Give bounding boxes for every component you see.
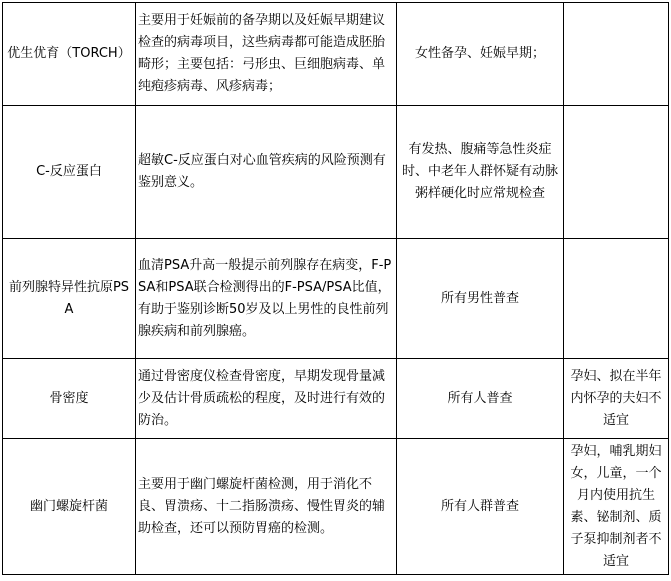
description-cell bbox=[136, 106, 397, 239]
table-row bbox=[3, 359, 669, 439]
item-name: 骨密度 bbox=[49, 390, 89, 406]
target-population: 女性备孕、妊娠早期； bbox=[414, 46, 545, 61]
population-cell bbox=[397, 439, 564, 575]
contraindication-cell bbox=[564, 3, 669, 106]
description-cell bbox=[136, 359, 397, 439]
contraindication: 孕妇、拟在半年内怀孕的夫妇不适宜 bbox=[570, 368, 662, 428]
target-population: 所有男性普查 bbox=[440, 290, 519, 306]
contraindication: 孕妇，哺乳期妇女，儿童，一个月内使用抗生素、铋制剂、质子泵抑制剂者不适宜 bbox=[570, 443, 662, 569]
item-description: 主要用于妊娠前的备孕期以及妊娠早期建议检查的病毒项目，这些病毒都可能造成胚胎畸形；主要包括：弓形虫、巨细胞病毒、单纯疱疹病毒、风疹病毒； bbox=[138, 13, 386, 94]
item-description: 通过骨密度仪检查骨密度，早期发现骨量减少及估计骨质疏松的程度，及时进行有效的防治。 bbox=[138, 368, 386, 428]
item-name: 优生优育（TORCH） bbox=[7, 46, 131, 61]
item-description: 主要用于幽门螺旋杆菌检测，用于消化不良、胃溃疡、十二指肠溃疡、慢性胃炎的辅助检查，还可以预防胃癌的检测。 bbox=[138, 476, 386, 536]
item-name-cell bbox=[3, 106, 136, 239]
item-name-cell bbox=[3, 439, 136, 575]
item-name: 前列腺特异性抗原PSA bbox=[8, 279, 130, 317]
description-cell bbox=[136, 3, 397, 106]
item-name-cell bbox=[3, 239, 136, 359]
contraindication-cell bbox=[564, 439, 669, 575]
table-row bbox=[3, 439, 669, 575]
target-population: 所有人普查 bbox=[447, 390, 513, 406]
item-description: 血清PSA升高一般提示前列腺存在病变，F-PSA和PSA联合检测得出的F-PSA/PSA比值，有助于鉴别诊断50岁及以上男性的良性前列腺疾病和前列腺癌。 bbox=[138, 257, 392, 339]
target-population: 有发热、腹痛等急性炎症时、中老年人群怀疑有动脉粥样硬化时应常规检查 bbox=[401, 142, 558, 201]
contraindication-cell bbox=[564, 239, 669, 359]
description-cell bbox=[136, 439, 397, 575]
table-row bbox=[3, 239, 669, 359]
population-cell bbox=[397, 359, 564, 439]
item-name-cell bbox=[3, 359, 136, 439]
description-cell bbox=[136, 239, 397, 359]
item-name: C-反应蛋白 bbox=[36, 164, 102, 179]
item-name: 幽门螺旋杆菌 bbox=[29, 498, 108, 514]
target-population: 所有人群普查 bbox=[440, 498, 519, 514]
item-name-cell bbox=[3, 3, 136, 106]
population-cell bbox=[397, 3, 564, 106]
population-cell bbox=[397, 239, 564, 359]
table-row bbox=[3, 106, 669, 239]
table-row bbox=[3, 3, 669, 106]
checkup-items-table bbox=[2, 2, 669, 575]
population-cell bbox=[397, 106, 564, 239]
contraindication-cell bbox=[564, 359, 669, 439]
item-description: 超敏C-反应蛋白对心血管疾病的风险预测有鉴别意义。 bbox=[138, 153, 386, 190]
contraindication-cell bbox=[564, 106, 669, 239]
